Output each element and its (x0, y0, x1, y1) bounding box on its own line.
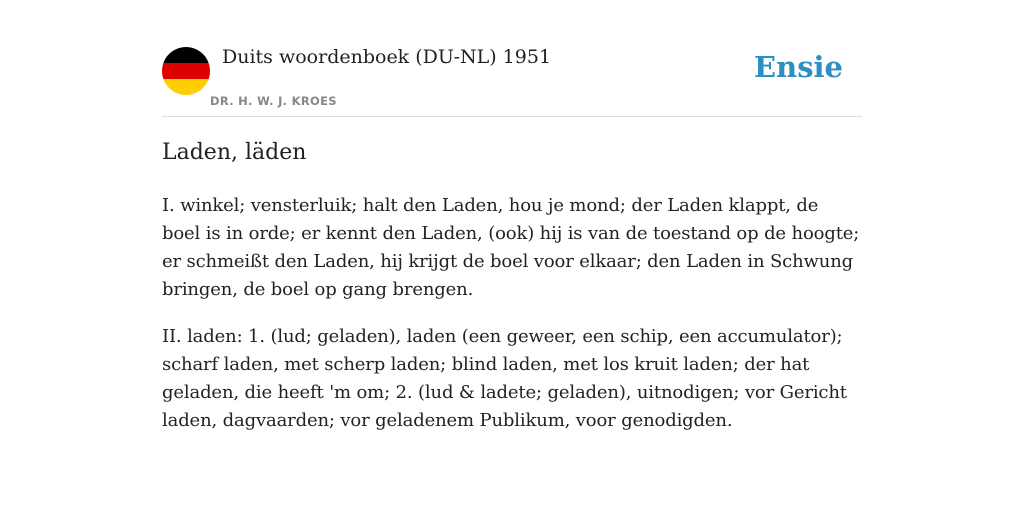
entry-definition-1: I. winkel; vensterluik; halt den Laden, hou je mond; der Laden klappt, de boel is in orde; er kennt den Laden, (ook) hij is van de toestand op de hoogte; er schmeißt den Laden, hij krijgt de boel voor elkaar; den Laden in Schwung bringen, de boel op gang brengen. (162, 195, 860, 300)
page-content (162, 0, 862, 431)
dictionary-header (162, 0, 862, 117)
flag-stripe-black (162, 47, 210, 63)
entry-definition-2: II. laden: 1. (lud; geladen), laden (een geweer, een schip, een accumulator); scharf laden, met scherp laden; blind laden, met los kruit laden; der hat geladen, die heeft 'm om; 2. (lud & ladete; geladen), uitnodigen; vor Gericht laden, dagvaarden; vor geladenem Publikum, voor genodigden. (162, 326, 847, 431)
dictionary-title[interactable]: Duits woordenboek (DU-NL) 1951 (222, 46, 552, 68)
flag-stripe-red (162, 63, 210, 79)
german-flag-icon (162, 47, 210, 95)
dictionary-author: DR. H. W. J. KROES (210, 94, 337, 108)
flag-stripe-gold (162, 79, 210, 95)
brand-logo[interactable]: Ensie (754, 50, 843, 84)
entry-title: Laden, läden (162, 140, 307, 165)
